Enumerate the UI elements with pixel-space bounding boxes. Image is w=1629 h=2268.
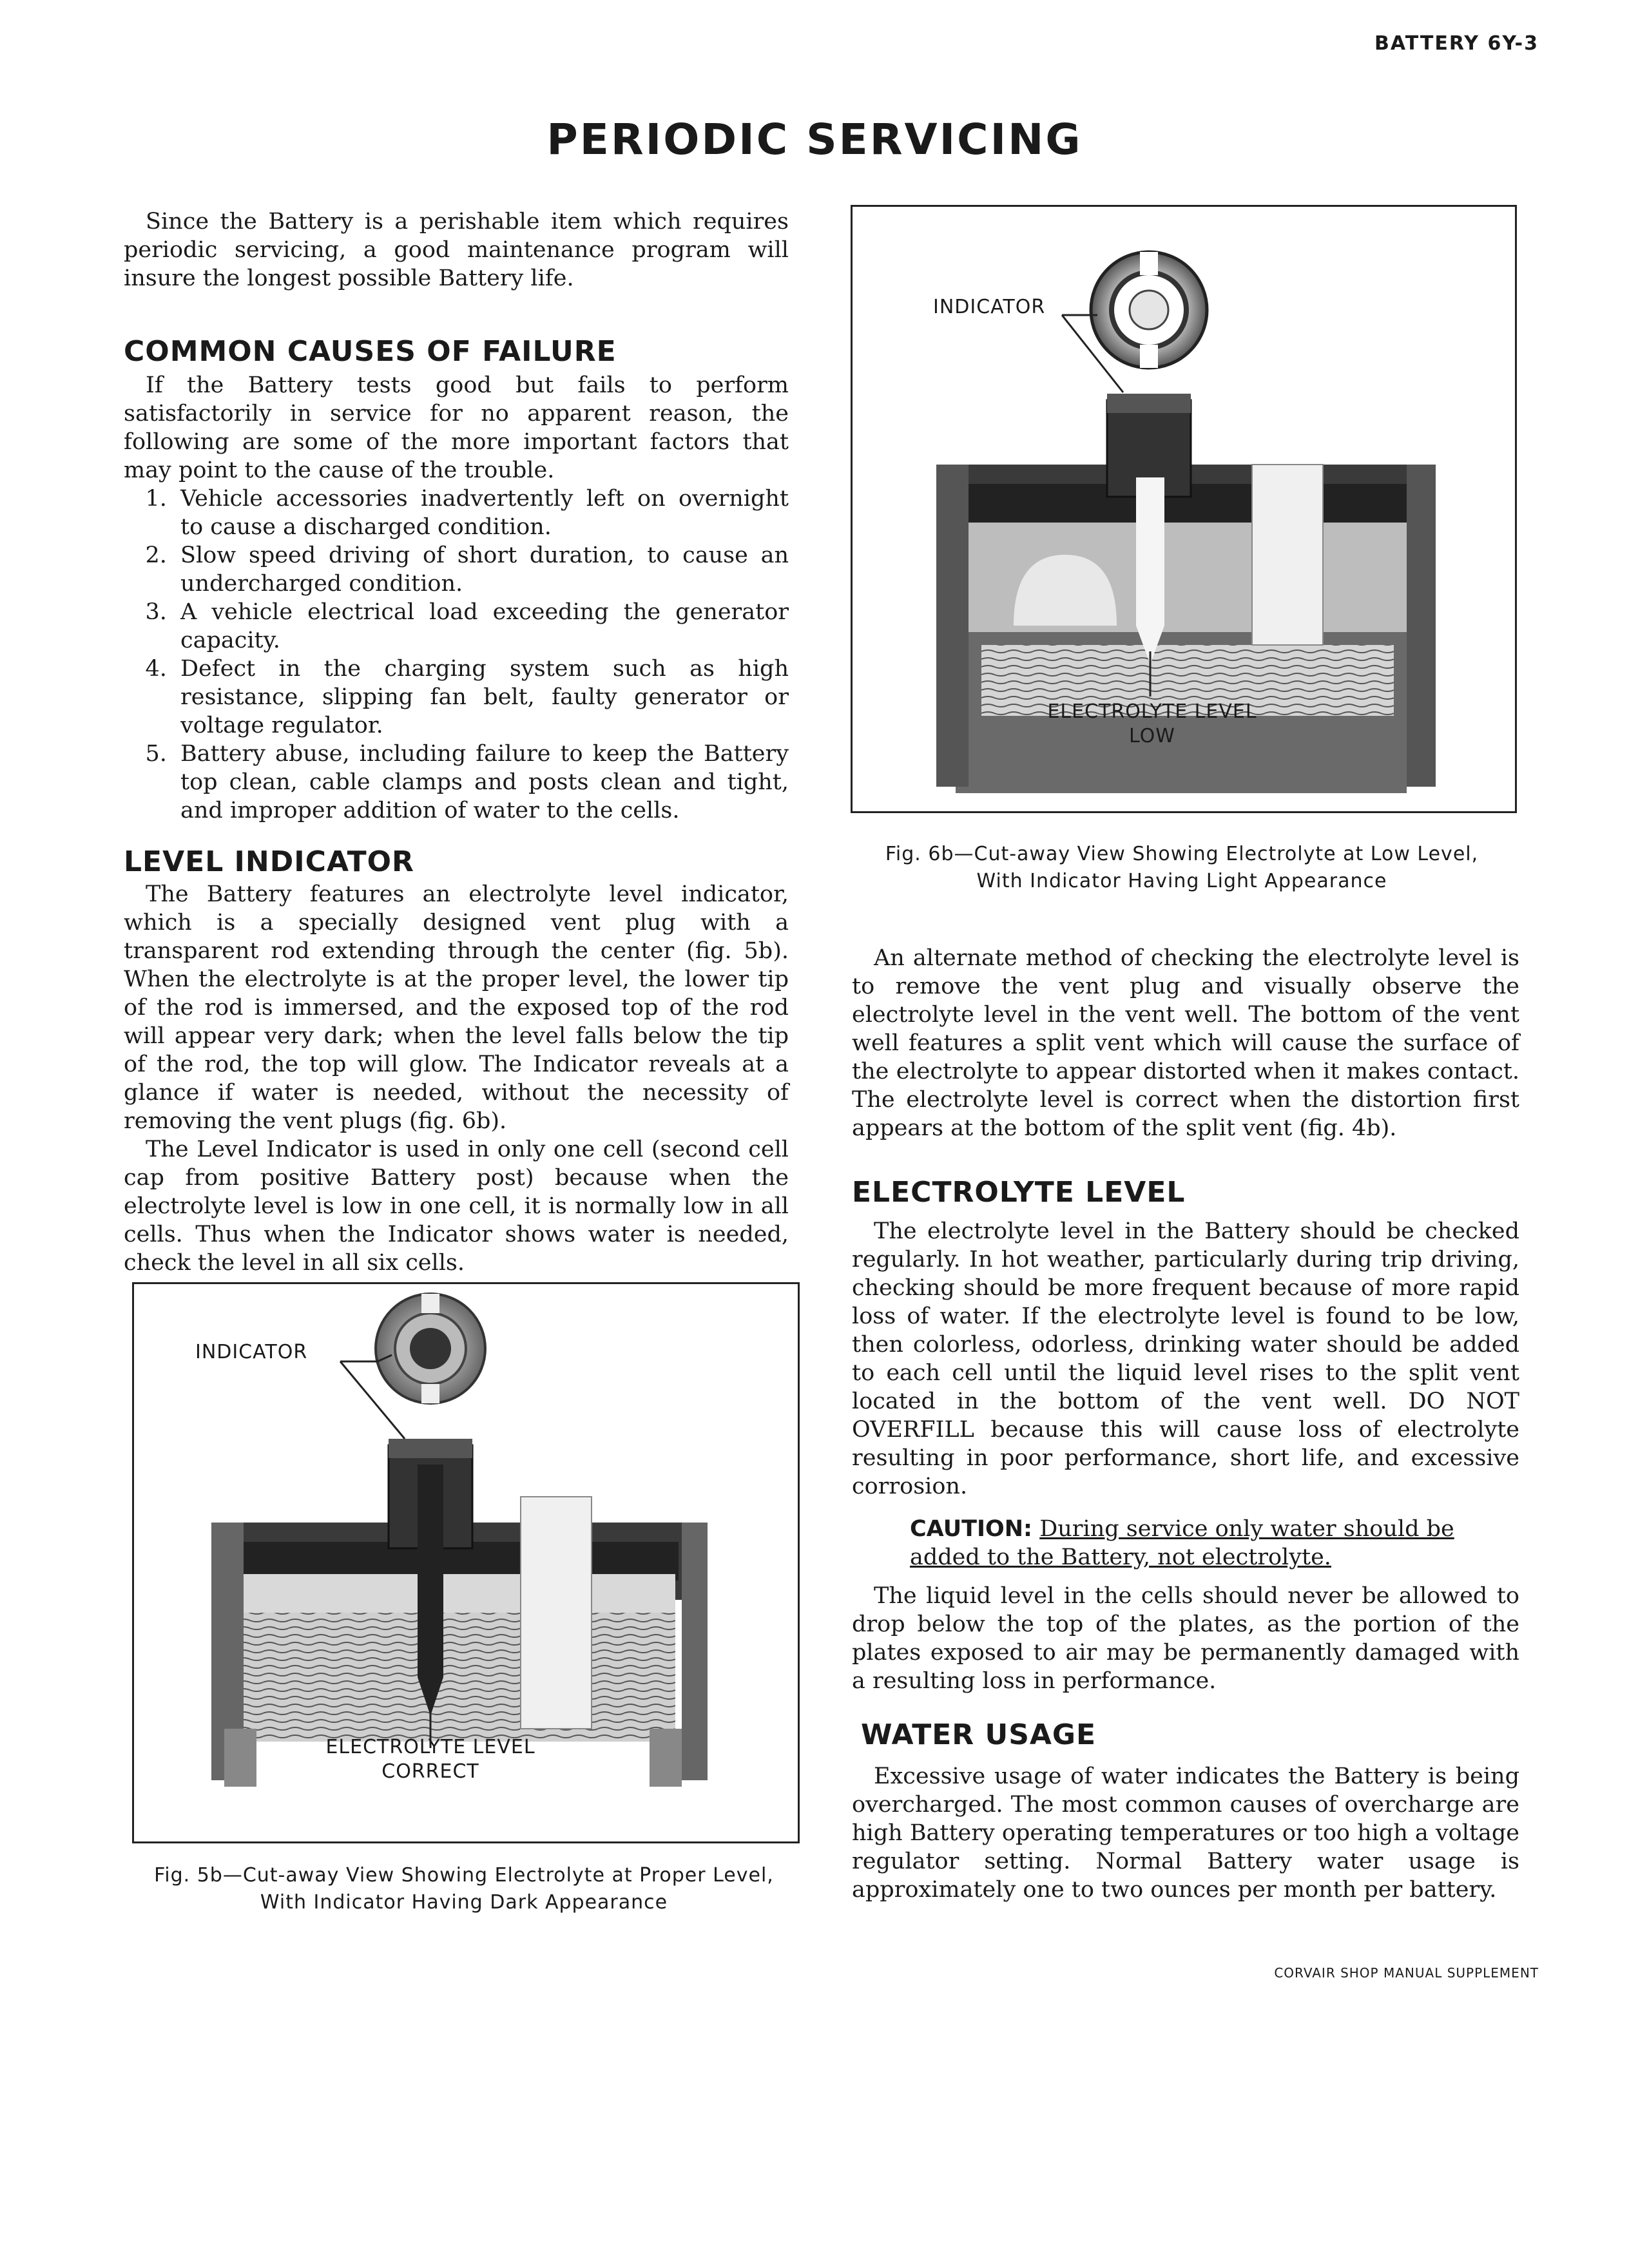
caution-text-line-1: During service only water should be	[1039, 1516, 1454, 1542]
water-usage-paragraph: Excessive usage of water indicates the Battery is being overcharged. The most common causes of overcharge are high Battery operating temperatures or too high a voltage regulator setting. Normal Battery water usage is approximately one to two ounces per month per battery.	[852, 1763, 1519, 1903]
electrolyte-level-paragraph-2: The liquid level in the cells should never be allowed to drop below the top of the plates, as the portion of the plates exposed to air may be permanently damaged with a resulting loss in performance.	[852, 1583, 1519, 1694]
caption-line-1: Fig. 6b—Cut-away View Showing Electrolyte at Low Level,	[885, 843, 1479, 865]
common-causes-heading: COMMON CAUSES OF FAILURE	[124, 335, 617, 368]
electrolyte-level-label-5b	[295, 1735, 566, 1784]
alternate-method-paragraph: An alternate method of checking the electrolyte level is to remove the vent plug and visually observe the electrolyte level in the vent well. The bottom of the vent well features a split vent which will cause the surface of the electrolyte to appear distorted when it makes contact. The electrolyte level is correct when the distortion first appears at the bottom of the split vent (fig. 4b).	[852, 945, 1519, 1141]
list-item: 2. Slow speed driving of short duration, to cause an undercharged condition.	[174, 541, 789, 598]
right-column	[852, 944, 1519, 1904]
caption-line-1: Fig. 5b—Cut-away View Showing Electrolyte at Proper Level,	[154, 1864, 774, 1887]
figure-6b	[851, 205, 1517, 813]
level-indicator-heading: LEVEL INDICATOR	[124, 845, 414, 878]
list-item: 4. Defect in the charging system such as high resistance, slipping fan belt, faulty generator or voltage regulator.	[174, 655, 789, 740]
figure-5b	[132, 1282, 800, 1843]
level-indicator-paragraph-2: The Level Indicator is used in only one cell (second cell cap from positive Battery post) because when the electrolyte level is low in one cell, it is normally low in all cells. Thus when the Indicator shows water is needed, check the level in all six cells.	[124, 1137, 789, 1276]
left-column	[124, 207, 789, 1277]
water-usage-heading: WATER USAGE	[861, 1718, 1097, 1751]
electrolyte-level-heading: ELECTROLYTE LEVEL	[852, 1176, 1186, 1209]
caption-line-2: With Indicator Having Dark Appearance	[260, 1891, 668, 1914]
electrolyte-level-paragraph-1: The electrolyte level in the Battery should be checked regularly. In hot weather, particularly during trip driving, checking should be more frequent because of more rapid loss of water. If the electrolyte level is found to be low, then colorless, odorless, drinking water should be added to each cell until the liquid level rises to the split vent located in the bottom of the vent well. DO NOT OVERFILL because this will cause loss of electrolyte resulting in poor performance, short life, and excessive corrosion.	[852, 1218, 1519, 1499]
caution-label: CAUTION:	[910, 1516, 1033, 1542]
electrolyte-level-label-6b	[1017, 700, 1287, 749]
intro-paragraph: Since the Battery is a perishable item which requires periodic servicing, a good maintenance program will insure the longest possible Battery life.	[124, 209, 789, 291]
indicator-label-6b: INDICATOR	[933, 296, 1046, 318]
common-causes-lead: If the Battery tests good but fails to perform satisfactorily in service for no apparent reason, the following are some of the more important factors that may point to the cause of the trouble.	[124, 372, 789, 483]
page-header: BATTERY 6Y-3	[1374, 32, 1539, 55]
figure-5b-caption	[132, 1862, 796, 1916]
page-footer: CORVAIR SHOP MANUAL SUPPLEMENT	[1274, 1965, 1539, 1981]
list-item: 3. A vehicle electrical load exceeding the generator capacity.	[174, 598, 789, 655]
caution-note	[910, 1515, 1519, 1571]
electrolyte-level-line-2: LOW	[1129, 725, 1175, 747]
list-item: 1. Vehicle accessories inadvertently left on overnight to cause a discharged condition.	[174, 485, 789, 541]
electrolyte-level-line-1: ELECTROLYTE LEVEL	[1047, 700, 1257, 723]
list-item: 5. Battery abuse, including failure to keep the Battery top clean, cable clamps and posts clean and tight, and improper addition of water to the cells.	[174, 740, 789, 825]
electrolyte-level-line-2: CORRECT	[381, 1760, 479, 1783]
indicator-label-5b: INDICATOR	[195, 1341, 308, 1363]
caution-text-line-2: added to the Battery, not electrolyte.	[910, 1544, 1331, 1570]
electrolyte-level-line-1: ELECTROLYTE LEVEL	[325, 1736, 535, 1758]
causes-list	[124, 485, 789, 825]
page-title: PERIODIC SERVICING	[546, 115, 1083, 164]
figure-6b-caption	[851, 841, 1513, 895]
caption-line-2: With Indicator Having Light Appearance	[976, 870, 1387, 892]
level-indicator-paragraph-1: The Battery features an electrolyte level indicator, which is a specially designed vent plug with a transparent rod extending through the center (fig. 5b). When the electrolyte is at the proper level, the lower tip of the rod is immersed, and the exposed top of the rod will appear very dark; when the level falls below the tip of the rod, the top will glow. The Indicator reveals at a glance if water is needed, without the necessity of removing the vent plugs (fig. 6b).	[124, 881, 789, 1134]
